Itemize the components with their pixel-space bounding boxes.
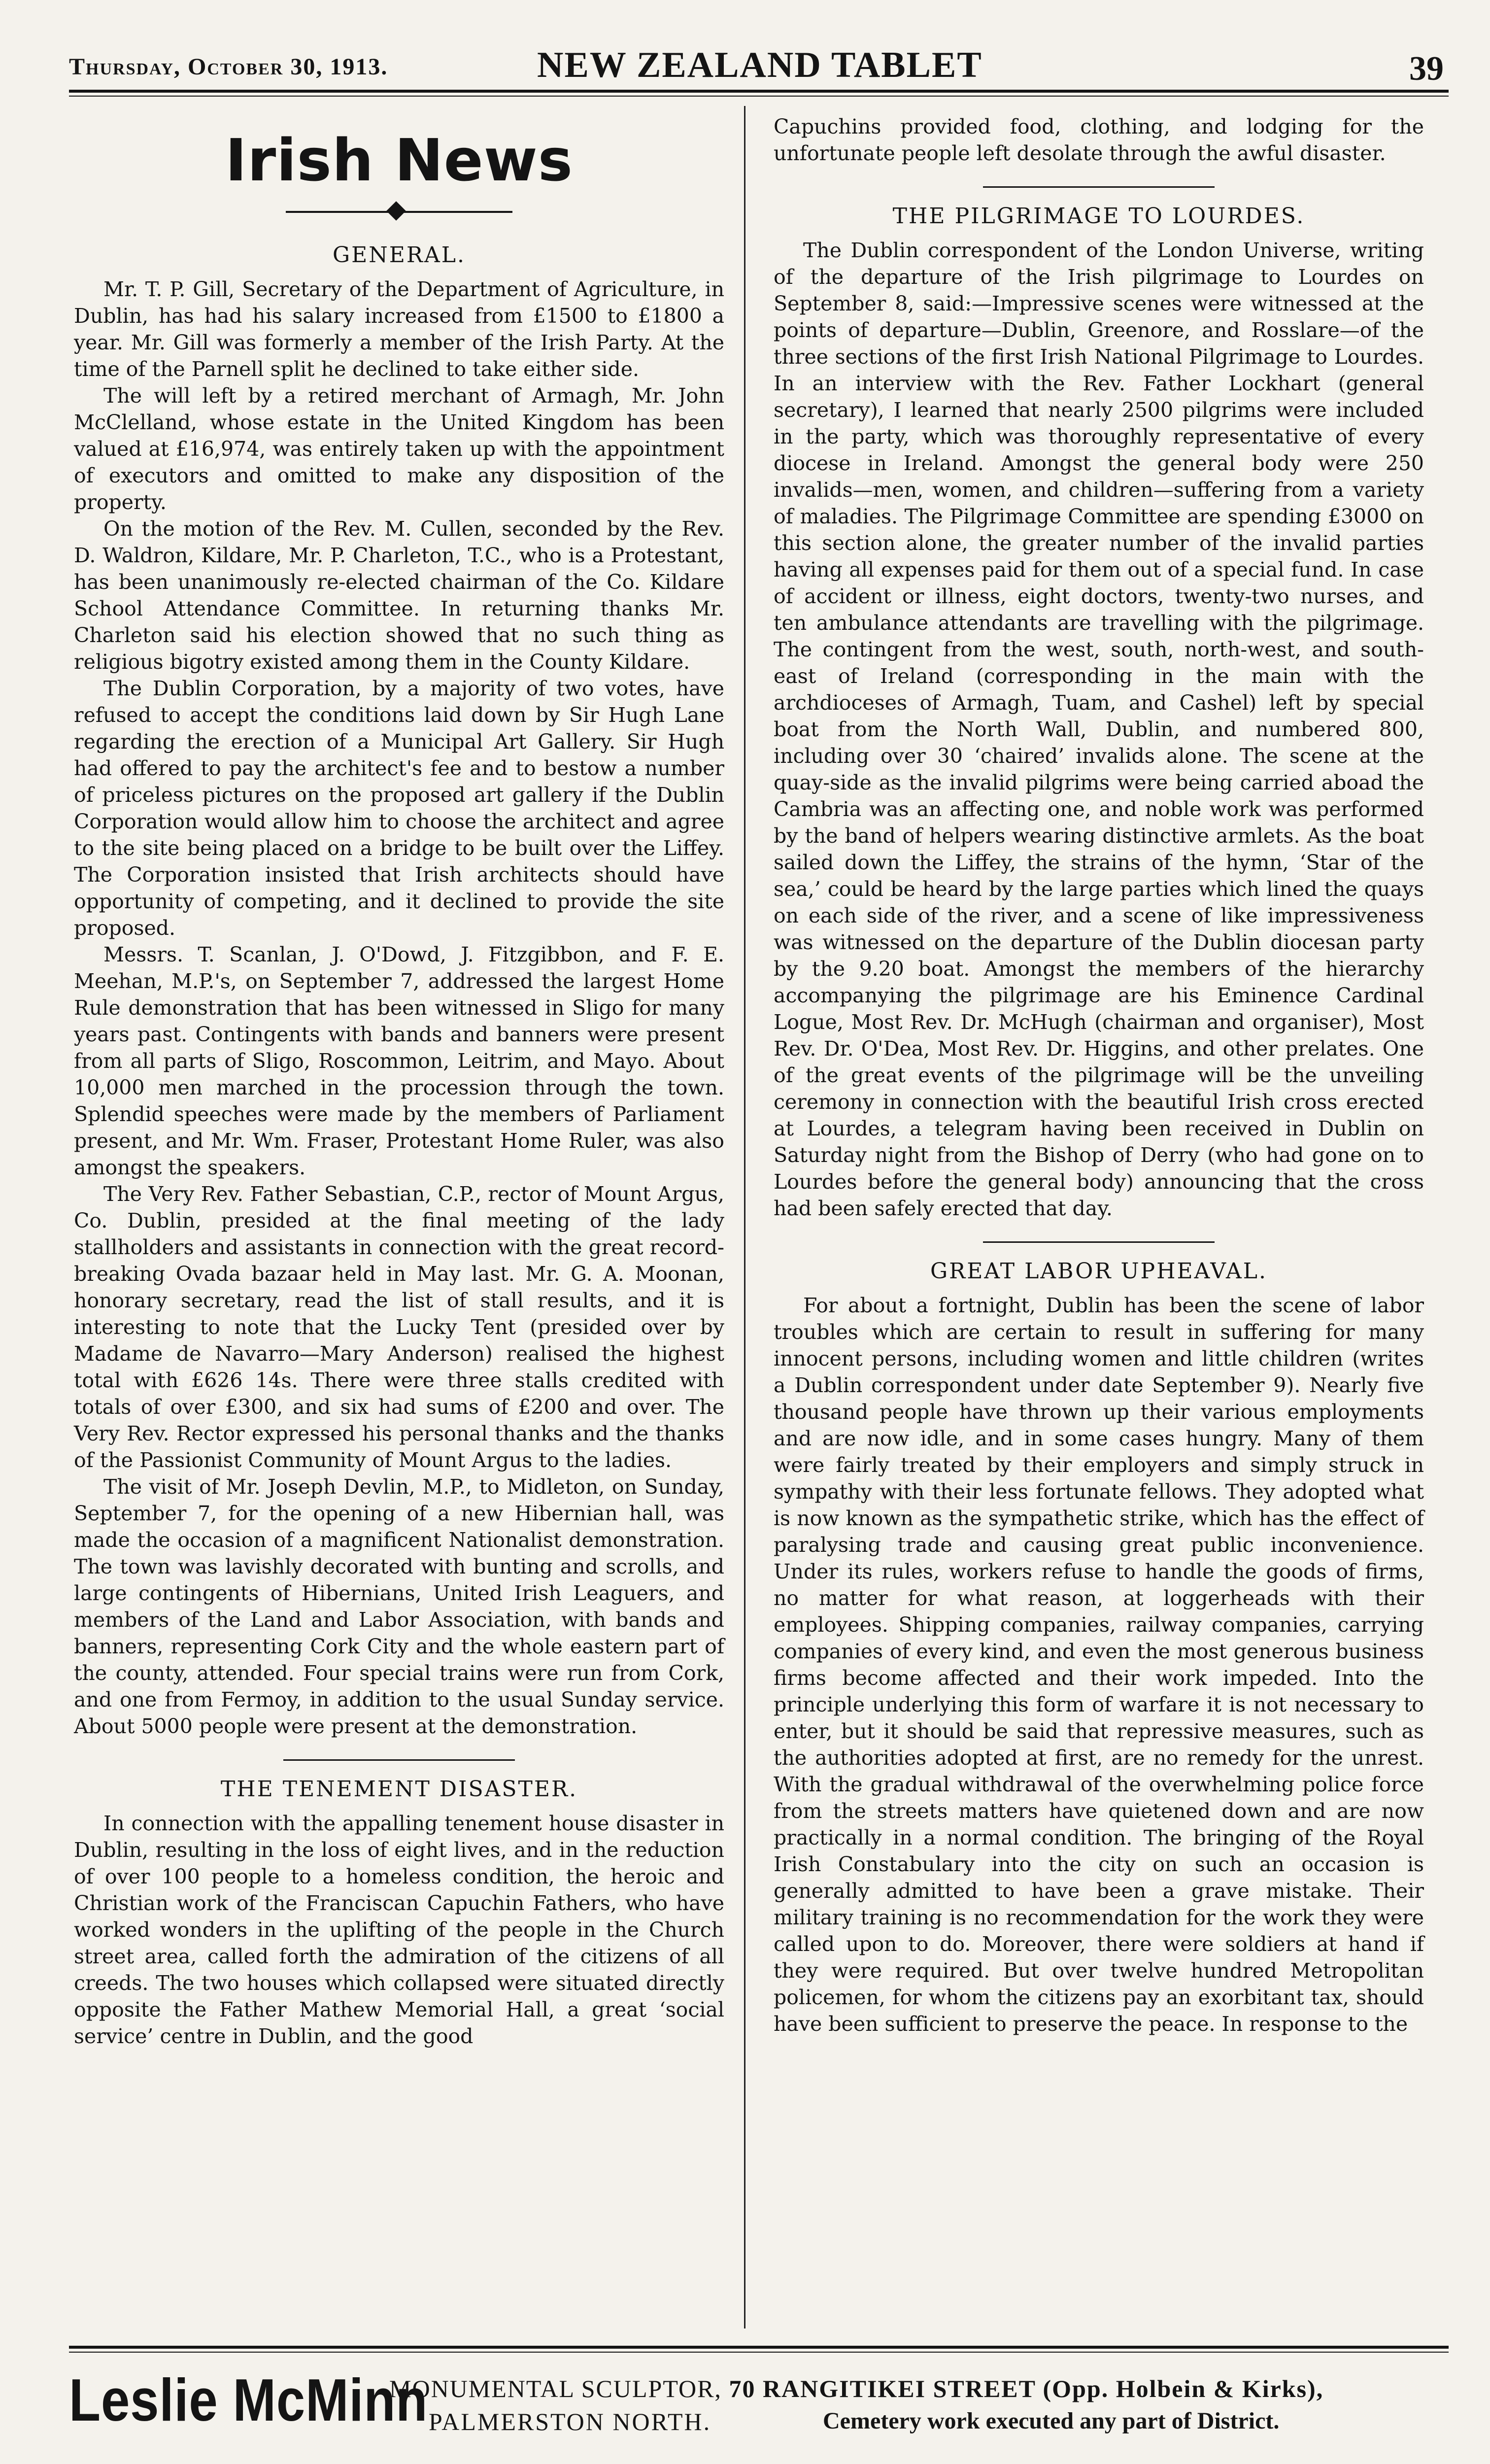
footer-rule-thin — [69, 2352, 1449, 2353]
masthead-rule — [69, 90, 1449, 93]
section-separator — [283, 1759, 515, 1761]
right-column — [774, 113, 1424, 2037]
article-paragraph: For about a fortnight, Dublin has been the scene of labor troubles which are certain to result in suffering for many innocent persons, including women and little children (writes a Dublin correspondent under date September 9). Nearly five thousand people have thrown up their various employments and are now idle, and in some cases hungry. Many of them were fairly treated by their employers and simply struck in sympathy with their less fortunate fellows. They adopted what is now known as the sympathetic strike, which has the effect of paralysing trade and causing great public inconvenience. Under its rules, workers refuse to handle the goods of firms, no matter for what reason, at loggerheads with their employees. Shipping companies, railway companies, carrying companies of every kind, and even the most generous business firms become affected and their work impeded. Into the principle underlying this form of warfare it is not necessary to enter, but it should be said that repressive measures, such as the authorities adopted at first, are no remedy for the unrest. With the gradual withdrawal of the overwhelming police force from the streets matters have quietened down and are now practically in a normal condition. The bringing of the Royal Irish Constabulary into the city on such an occasion is generally admitted to have been a grave mistake. Their military training is no recommendation for the work they were called upon to do. Moreover, there were soldiers at hand if they were required. But over twelve hundred Metropolitan policemen, for whom the citizens pay an exorbitant tax, should have been sufficient to preserve the peace. In response to the — [774, 1294, 1424, 2036]
page-number: 39 — [1409, 50, 1444, 88]
newspaper-title: NEW ZEALAND TABLET — [537, 45, 982, 85]
issue-date: Thursday, October 30, 1913. — [69, 54, 388, 80]
article-paragraph: The Dublin correspondent of the London Universe, writing of the departure of the Irish pilgrimage to Lourdes on September 8, said:—Impressive scenes were witnessed at the points of departure—Dublin, Greenore, and Rosslare—of the three sections of the first Irish National Pilgrimage to Lourdes. In an interview with the Rev. Father Lockhart (general secretary), I learned that nearly 2500 pilgrims were included in the party, which was thoroughly representative of every diocese in Ireland. Amongst the general body were 250 invalids—men, women, and children—suffering from a variety of maladies. The Pilgrimage Committee are spending £3000 on this section alone, the greater number of the invalid parties having all expenses paid for them out of a special fund. In case of accident or illness, eight doctors, twenty-two nurses, and ten ambulance attendants are travelling with the pilgrimage. The contingent from the west, south, north-west, and south-east of Ireland (corresponding in the main with the archdioceses of Armagh, Tuam, and Cashel) left by special boat from the North Wall, Dublin, and numbered 800, including over 30 ‘chaired’ invalids alone. The scene at the quay-side as the invalid pilgrims were being carried aboad the Cambria was an affecting one, and noble work was performed by the band of helpers wearing distinctive armlets. As the boat sailed down the Liffey, the strains of the hymn, ‘Star of the sea,’ could be heard by the large parties which lined the quays on each side of the river, and a scene of like impressiveness was witnessed on the departure of the Dublin diocesan party by the 9.20 boat. Amongst the members of the hierarchy accompanying the pilgrimage are his Eminence Cardinal Logue, Most Rev. Dr. McHugh (chairman and organiser), Most Rev. Dr. O'Dea, Most Rev. Dr. Higgins, and other prelates. One of the great events of the pilgrimage will be the unveiling ceremony in connection with the beautiful Irish cross erected at Lourdes, a telegram having been received in Dublin on Saturday night from the Bishop of Derry (who had gone on to Lourdes before the general body) announcing that the cross had been safely erected that day. — [774, 239, 1424, 1220]
article-paragraph: In connection with the appalling tenement house disaster in Dublin, resulting in the loss of eight lives, and in the reduction of over 100 people to a homeless condition, the heroic and Christian work of the Franciscan Capuchin Fathers, who have worked wonders in the uplifting of the people in the Church street area, called forth the admiration of the citizens of all creeds. The two houses which collapsed were situated directly opposite the Father Mathew Memorial Hall, a great ‘social service’ centre in Dublin, and the good — [74, 1812, 724, 2048]
ad-cemetery-work: Cemetery work executed any part of District. — [823, 2408, 1280, 2434]
heading-labor-upheaval: GREAT LABOR UPHEAVAL. — [930, 1259, 1267, 1284]
ad-town: PALMERSTON NORTH. — [429, 2408, 711, 2435]
masthead — [69, 44, 1449, 89]
heading-pilgrimage-lourdes: THE PILGRIMAGE TO LOURDES. — [892, 204, 1305, 229]
article-paragraph: On the motion of the Rev. M. Cullen, seconded by the Rev. D. Waldron, Kildare, Mr. P. Charleton, T.C., who is a Protestant, has been unanimously re-elected chairman of the Co. Kildare School Attendance Committee. In returning thanks Mr. Charleton said his election showed that no such thing as religious bigotry existed among them in the County Kildare. — [74, 517, 724, 674]
column-divider — [744, 106, 745, 2328]
article-paragraph: Messrs. T. Scanlan, J. O'Dowd, J. Fitzgibbon, and F. E. Meehan, M.P.'s, on September 7, addressed the largest Home Rule demonstration that has been witnessed in Sligo for many years past. Contingents with bands and banners were present from all parts of Sligo, Roscommon, Leitrim, and Mayo. About 10,000 men marched in the procession through the town. Splendid speeches were made by the members of Parliament present, and Mr. Wm. Fraser, Protestant Home Ruler, was also amongst the speakers. — [74, 943, 724, 1179]
masthead-rule-thin — [69, 96, 1449, 97]
title-ornament — [74, 202, 724, 222]
article-paragraph: The Very Rev. Father Sebastian, C.P., rector of Mount Argus, Co. Dublin, presided at the final meeting of the lady stallholders and assistants in connection with the great record-breaking Ovada bazaar held in May last. Mr. G. A. Moonan, honorary secretary, read the list of stall results, and it is interesting to note that the Lucky Tent (presided over by Madame de Navarro—Mary Anderson) realised the highest total with £626 14s. There were three stalls credited with totals of over £300, and six had sums of £200 and over. The Very Rev. Rector expressed his personal thanks and the thanks of the Passionist Community of Mount Argus to the ladies. — [74, 1182, 724, 1472]
heading-tenement-disaster: THE TENEMENT DISASTER. — [220, 1777, 578, 1802]
ad-address: 70 RANGITIKEI STREET (Opp. Holbein & Kirks), — [729, 2375, 1324, 2402]
article-paragraph: The Dublin Corporation, by a majority of two votes, have refused to accept the conditions laid down by Sir Hugh Lane regarding the erection of a Municipal Art Gallery. Sir Hugh had offered to pay the architect's fee and to bestow a number of priceless pictures on the proposed art gallery if the Dublin Corporation would allow him to choose the architect and agree to the site being placed on a bridge to be built over the Liffey. The Corporation insisted that Irish architects should have opportunity of competing, and it declined to provide the site proposed. — [74, 677, 724, 940]
article-paragraph: The will left by a retired merchant of Armagh, Mr. John McClelland, whose estate in the United Kingdom has been valued at £16,974, was entirely taken up with the appointment of executors and omitted to make any disposition of the property. — [74, 384, 724, 514]
article-paragraph: Mr. T. P. Gill, Secretary of the Department of Agriculture, in Dublin, has had his salary increased from £1500 to £1800 a year. Mr. Gill was formerly a member of the Irish Party. At the time of the Parnell split he declined to take either side. — [74, 277, 724, 381]
heading-general: GENERAL. — [333, 242, 466, 268]
section-separator — [983, 186, 1215, 188]
section-separator — [983, 1241, 1215, 1243]
section-title: Irish News — [225, 126, 573, 194]
advertisement-line-1 — [389, 2374, 1323, 2403]
advertiser-name: Leslie McMinn — [69, 2366, 428, 2433]
left-column — [74, 113, 724, 2050]
ad-occupation: MONUMENTAL SCULPTOR, — [389, 2375, 722, 2402]
footer-rule — [69, 2346, 1449, 2349]
continued-paragraph: Capuchins provided food, clothing, and lodging for the unfortunate people left desolate through the awful disaster. — [774, 115, 1424, 165]
diamond-ornament-icon — [386, 201, 406, 221]
article-paragraph: The visit of Mr. Joseph Devlin, M.P., to Midleton, on Sunday, September 7, for the opening of a new Hibernian hall, was made the occasion of a magnificent Nationalist demonstration. The town was lavishly decorated with bunting and scrolls, and large contingents of Hibernians, United Irish Leaguers, and members of the Land and Labor Association, with bands and banners, representing Cork City and the whole eastern part of the county, attended. Four special trains were run from Cork, and one from Fermoy, in addition to the usual Sunday service. About 5000 people were present at the demonstration. — [74, 1475, 724, 1738]
